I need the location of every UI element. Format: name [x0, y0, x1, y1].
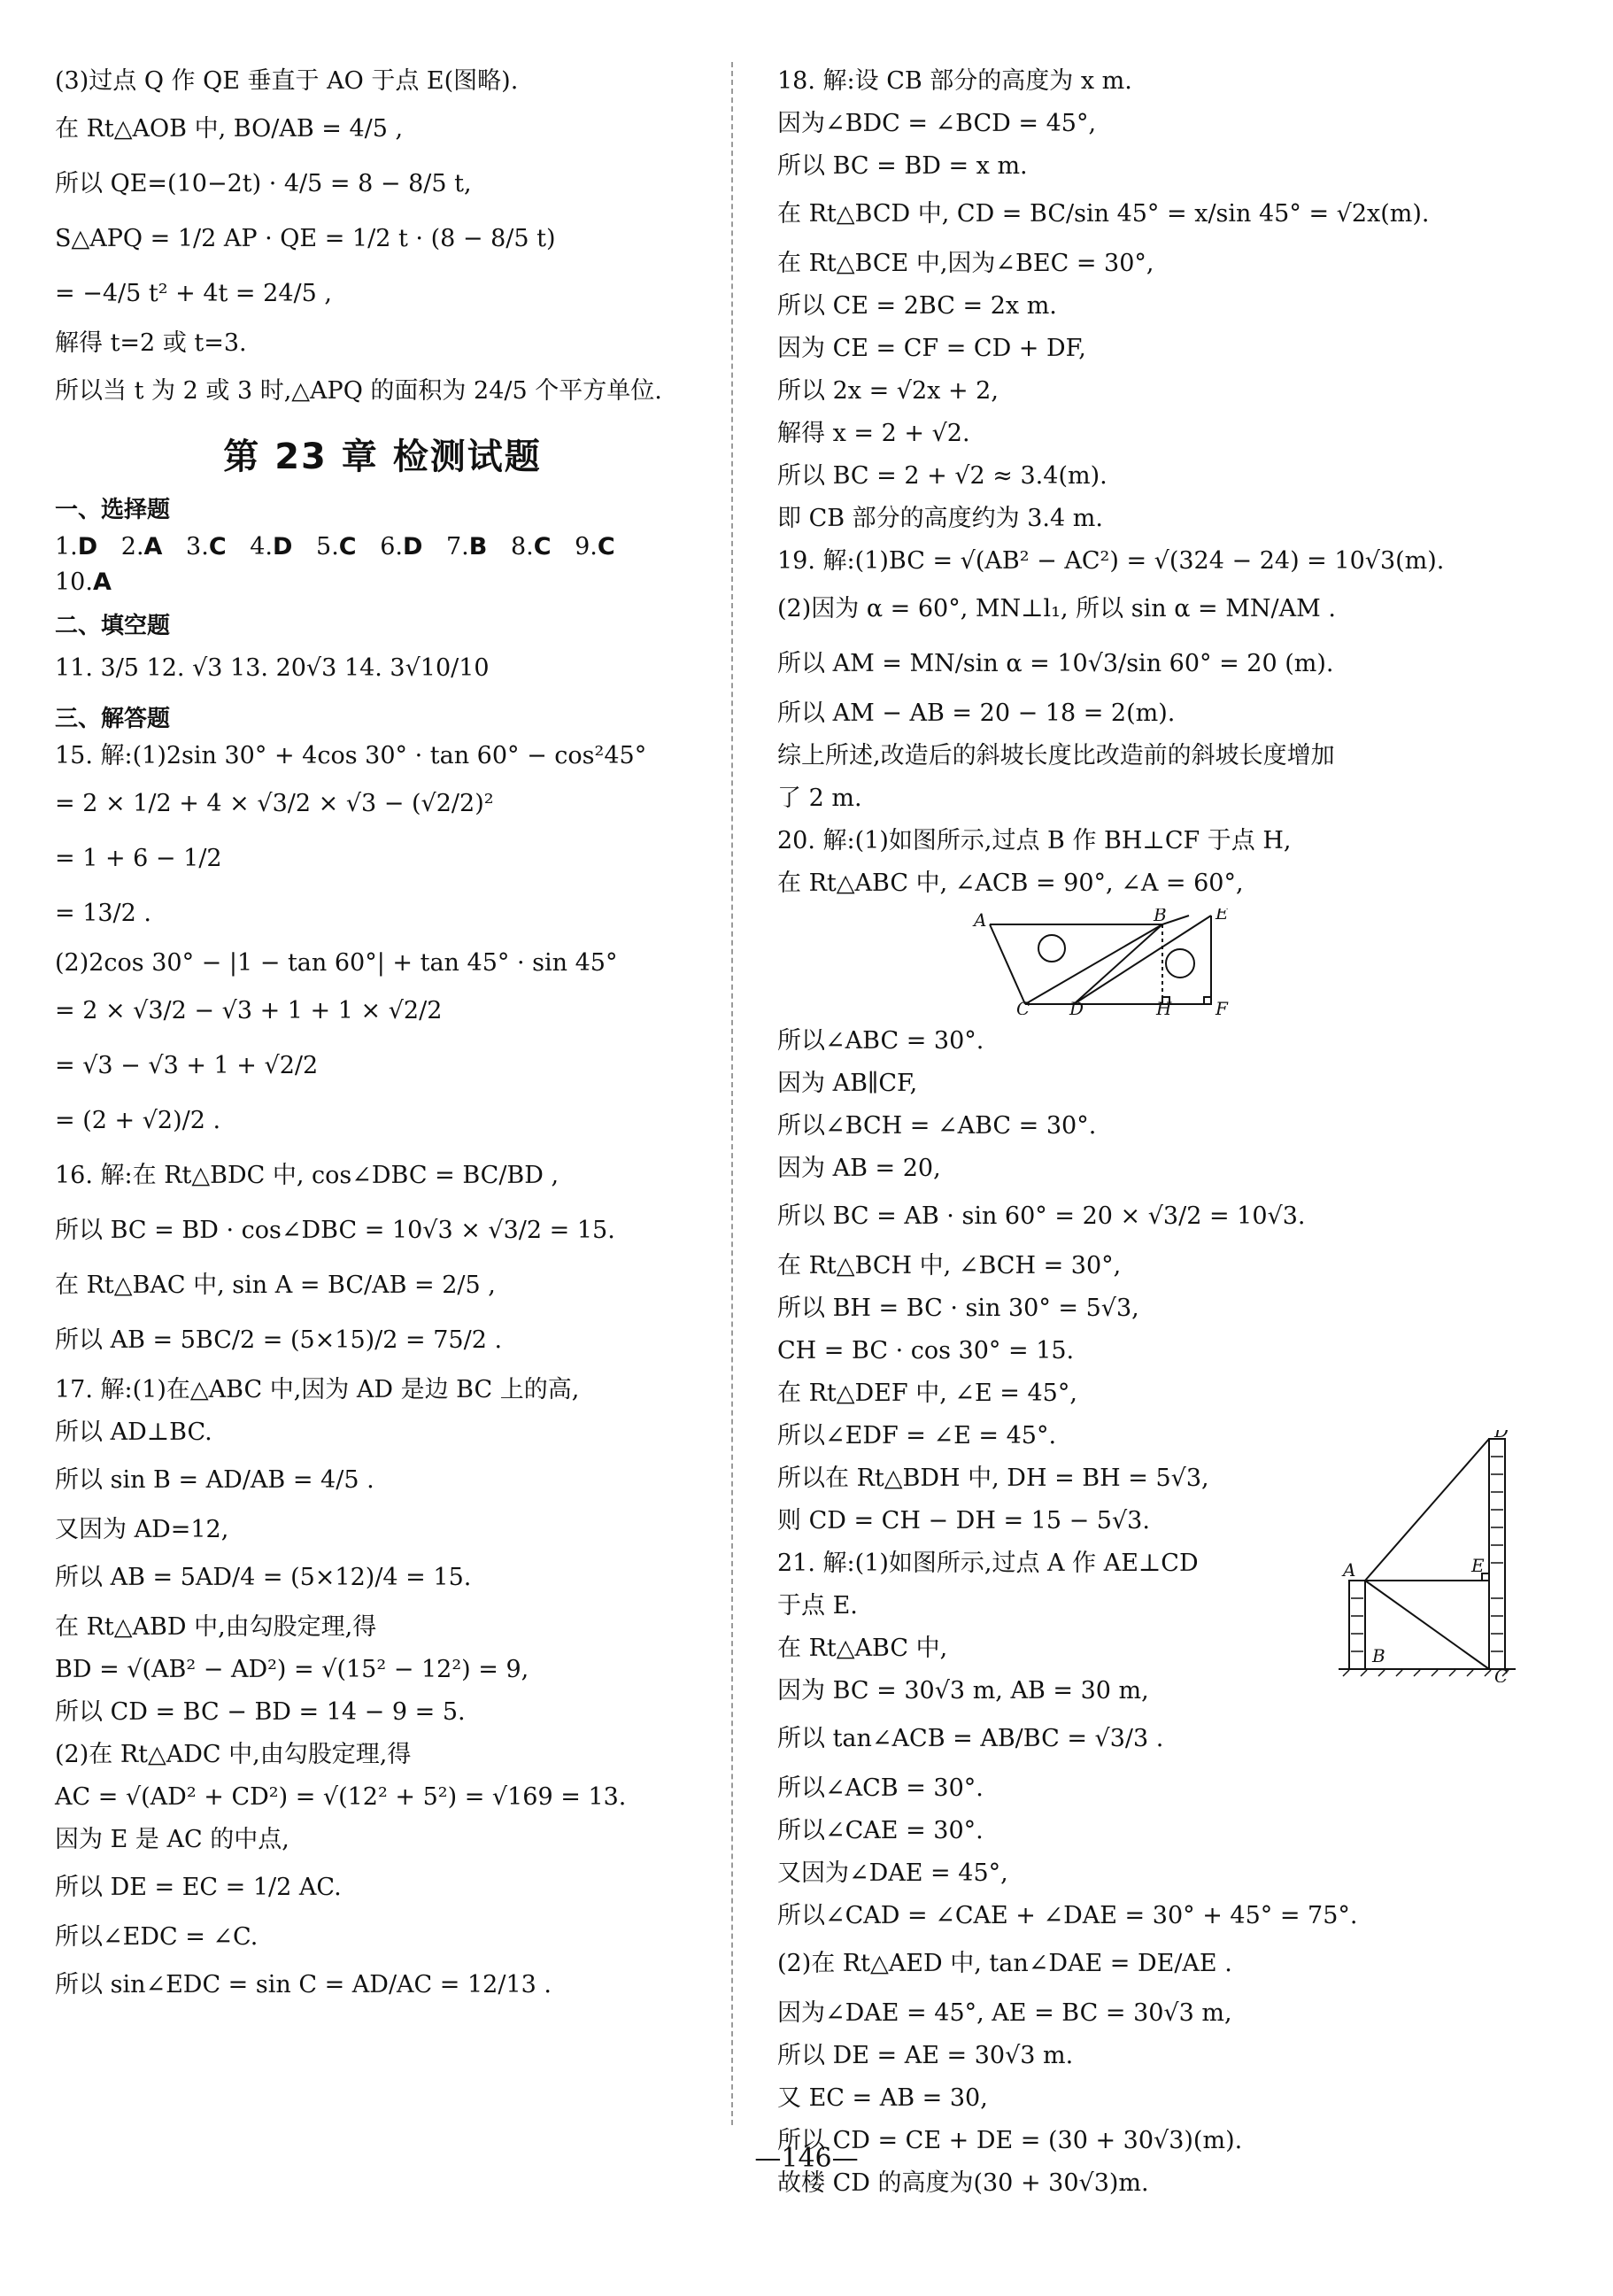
building-cd: [1489, 1439, 1505, 1669]
text-line: (2)在 Rt△AED 中, tan∠DAE = DE/AE .: [777, 1950, 1232, 1977]
text-line: 所以 CD = CE + DE = (30 + 30√3)(m).: [777, 2127, 1243, 2154]
label-c: C: [1016, 998, 1030, 1015]
segment-bd: [1074, 924, 1162, 1004]
right-column: [777, 64, 1556, 2208]
text-line: 所以 BC = 2 + √2 ≈ 3.4(m).: [777, 462, 1107, 490]
answer-item: 6.D: [380, 533, 423, 560]
text-line: 又因为∠DAE = 45°,: [777, 1859, 1008, 1887]
text-line: 又 EC = AB = 30,: [777, 2084, 988, 2112]
label-a: A: [974, 909, 987, 931]
answer-item: 9.C: [575, 533, 615, 560]
text-line: 19. 解:(1)BC = √(AB² − AC²) = √(324 − 24) = 10√3(m).: [777, 547, 1445, 575]
section-heading-choice: 一、选择题: [55, 497, 171, 523]
text-line: 在 Rt△BAC 中, sin A = BC/AB = 2/5 ,: [55, 1272, 496, 1299]
text-line: = (2 + √2)/2 .: [55, 1107, 221, 1134]
text-line: 所以 AM − AB = 20 − 18 = 2(m).: [777, 700, 1176, 727]
text-line: (3)过点 Q 作 QE 垂直于 AO 于点 E(图略).: [55, 67, 519, 95]
text-line: = −4/5 t² + 4t = 24/5 ,: [55, 280, 332, 307]
text-line: 所以 tan∠ACB = AB/BC = √3/3 .: [777, 1725, 1164, 1752]
text-line: (2)在 Rt△ADC 中,由勾股定理,得: [55, 1741, 412, 1768]
text-line: 所以 AD⊥BC.: [55, 1419, 212, 1446]
text-line: 因为 AB = 20,: [777, 1155, 941, 1182]
text-line: 所以∠CAD = ∠CAE + ∠DAE = 30° + 45° = 75°.: [777, 1902, 1358, 1929]
label-a: A: [1343, 1559, 1356, 1581]
text-line: 于点 E.: [777, 1592, 858, 1620]
section-heading-solve: 三、解答题: [55, 706, 171, 732]
label-b: B: [1154, 908, 1167, 925]
hole-left: [1038, 935, 1065, 962]
text-line: 所以∠EDF = ∠E = 45°.: [777, 1422, 1057, 1449]
figure-problem-21: [1339, 1430, 1524, 1682]
text-line: 所以∠ABC = 30°.: [777, 1027, 984, 1055]
text-line: (2)2cos 30° − |1 − tan 60°| + tan 45° · sin 45°: [55, 949, 618, 977]
text-line: = 2 × 1/2 + 4 × √3/2 × √3 − (√2/2)²: [55, 790, 494, 817]
text-line: 所以 QE=(10−2t) · 4/5 = 8 − 8/5 t,: [55, 170, 472, 197]
geometry-diagram-21: [1339, 1430, 1524, 1682]
answer-item: 8.C: [510, 533, 552, 560]
text-line: 所以 BH = BC · sin 30° = 5√3,: [777, 1295, 1139, 1322]
text-line: 在 Rt△DEF 中, ∠E = 45°,: [777, 1380, 1077, 1407]
text-line: CH = BC · cos 30° = 15.: [777, 1337, 1075, 1364]
text-line: 因为 CE = CF = CD + DF,: [777, 335, 1086, 362]
text-line: 在 Rt△BCH 中, ∠BCH = 30°,: [777, 1252, 1122, 1279]
text-line: 因为 E 是 AC 的中点,: [55, 1826, 289, 1853]
text-line: 在 Rt△BCE 中,因为∠BEC = 30°,: [777, 250, 1154, 277]
choice-answers: [55, 530, 710, 600]
text-line: 故楼 CD 的高度为(30 + 30√3)m.: [777, 2169, 1149, 2197]
text-line: 在 Rt△AOB 中, BO/AB = 4/5 ,: [55, 115, 404, 143]
answer-item: 7.B: [445, 533, 488, 560]
page-number: —146—: [754, 2143, 859, 2174]
text-line: 18. 解:设 CB 部分的高度为 x m.: [777, 67, 1132, 95]
text-line: 所以 BC = BD · cos∠DBC = 10√3 × √3/2 = 15.: [55, 1217, 615, 1244]
text-line: = 2 × √3/2 − √3 + 1 + 1 × √2/2: [55, 997, 443, 1024]
hole-right: [1166, 949, 1194, 978]
text-line: 因为 BC = 30√3 m, AB = 30 m,: [777, 1677, 1149, 1705]
text-line: 所以当 t 为 2 或 3 时,△APQ 的面积为 24/5 个平方单位.: [55, 377, 662, 405]
text-line: 所以∠ACB = 30°.: [777, 1774, 984, 1802]
text-line: 所以 DE = EC = 1/2 AC.: [55, 1874, 342, 1901]
text-line: (2)因为 α = 60°, MN⊥l₁, 所以 sin α = MN/AM .: [777, 595, 1336, 622]
answer-item: 4.D: [250, 533, 293, 560]
text-line: 所以 2x = √2x + 2,: [777, 377, 999, 405]
text-line: 解得 t=2 或 t=3.: [55, 329, 247, 357]
text-line: 在 Rt△ABC 中, ∠ACB = 90°, ∠A = 60°,: [777, 870, 1244, 897]
figure-problem-20: [972, 908, 1238, 1015]
text-line: 所以 sin∠EDC = sin C = AD/AC = 12/13 .: [55, 1971, 552, 1998]
text-line: AC = √(AD² + CD²) = √(12² + 5²) = √169 = 13.: [55, 1783, 627, 1811]
segment-de: [1074, 916, 1211, 1004]
text-line: = √3 − √3 + 1 + √2/2: [55, 1052, 319, 1079]
text-line: 在 Rt△ABD 中,由勾股定理,得: [55, 1613, 377, 1641]
label-e: E: [1471, 1555, 1485, 1576]
label-e: E: [1216, 908, 1229, 924]
text-line: 即 CB 部分的高度约为 3.4 m.: [777, 505, 1103, 532]
text-line: 21. 解:(1)如图所示,过点 A 作 AE⊥CD: [777, 1550, 1199, 1577]
text-line: 所以 CE = 2BC = 2x m.: [777, 292, 1057, 320]
text-line: 所以 BC = AB · sin 60° = 20 × √3/2 = 10√3.: [777, 1202, 1306, 1230]
text-line: 因为∠BDC = ∠BCD = 45°,: [777, 110, 1097, 137]
text-line: 所以 AB = 5AD/4 = (5×12)/4 = 15.: [55, 1564, 472, 1591]
label-h: H: [1156, 998, 1172, 1015]
segment-ad: [1365, 1439, 1489, 1581]
label-d: D: [1494, 1430, 1509, 1442]
text-line: 了 2 m.: [777, 785, 862, 812]
column-divider: [731, 62, 733, 2125]
text-line: 在 Rt△BCD 中, CD = BC/sin 45° = x/sin 45° = √2x(m).: [777, 200, 1430, 228]
answer-item: 10.A: [55, 568, 112, 596]
text-line: 所以 AM = MN/sin α = 10√3/sin 60° = 20 (m).: [777, 650, 1334, 677]
answer-item: 5.C: [316, 533, 357, 560]
answer-item: 1.D: [55, 533, 98, 560]
geometry-diagram-20: [972, 908, 1238, 1015]
text-line: BD = √(AB² − AD²) = √(15² − 12²) = 9,: [55, 1656, 529, 1683]
chapter-title: 第 23 章 检测试题: [223, 437, 542, 477]
text-line: 所以∠CAE = 30°.: [777, 1817, 984, 1844]
label-b: B: [1372, 1645, 1385, 1666]
text-line: = 1 + 6 − 1/2: [55, 845, 222, 872]
text-line: 所以在 Rt△BDH 中, DH = BH = 5√3,: [777, 1465, 1209, 1492]
text-line: 所以 sin B = AD/AB = 4/5 .: [55, 1466, 374, 1494]
text-line: 所以∠BCH = ∠ABC = 30°.: [777, 1112, 1097, 1140]
label-d: D: [1069, 998, 1084, 1015]
text-line: 则 CD = CH − DH = 15 − 5√3.: [777, 1507, 1150, 1535]
text-line: 16. 解:在 Rt△BDC 中, cos∠DBC = BC/BD ,: [55, 1162, 560, 1189]
text-line: 所以∠EDC = ∠C.: [55, 1923, 259, 1951]
label-f: F: [1216, 998, 1228, 1015]
answer-item: 2.A: [120, 533, 163, 560]
text-line: 因为∠DAE = 45°, AE = BC = 30√3 m,: [777, 1999, 1232, 2027]
right-angle-f: [1204, 997, 1211, 1004]
building-ab: [1349, 1581, 1365, 1669]
text-line: 又因为 AD=12,: [55, 1516, 229, 1543]
left-column: [55, 64, 710, 2017]
text-line: 因为 AB∥CF,: [777, 1070, 918, 1097]
section-heading-fill: 二、填空题: [55, 613, 171, 639]
text-line: S△APQ = 1/2 AP · QE = 1/2 t · (8 − 8/5 t): [55, 225, 556, 252]
text-line: 在 Rt△ABC 中,: [777, 1635, 948, 1662]
text-line: = 13/2 .: [55, 900, 152, 927]
fill-answers: 11. 3/5 12. √3 13. 20√3 14. 3√10/10: [55, 654, 490, 682]
text-line: 15. 解:(1)2sin 30° + 4cos 30° · tan 60° − cos²45°: [55, 742, 647, 769]
text-line: 17. 解:(1)在△ABC 中,因为 AD 是边 BC 上的高,: [55, 1376, 580, 1403]
text-line: 所以 DE = AE = 30√3 m.: [777, 2042, 1074, 2069]
text-line: 所以 AB = 5BC/2 = (5×15)/2 = 75/2 .: [55, 1326, 503, 1354]
segment-ac: [990, 924, 1025, 1004]
text-line: 20. 解:(1)如图所示,过点 B 作 BH⊥CF 于点 H,: [777, 827, 1292, 854]
text-line: 综上所述,改造后的斜坡长度比改造前的斜坡长度增加: [777, 742, 1335, 769]
text-line: 所以 BC = BD = x m.: [777, 152, 1028, 180]
text-line: 解得 x = 2 + √2.: [777, 420, 970, 447]
label-c: C: [1494, 1666, 1509, 1682]
answer-item: 3.C: [186, 533, 227, 560]
text-line: 所以 CD = BC − BD = 14 − 9 = 5.: [55, 1698, 466, 1726]
